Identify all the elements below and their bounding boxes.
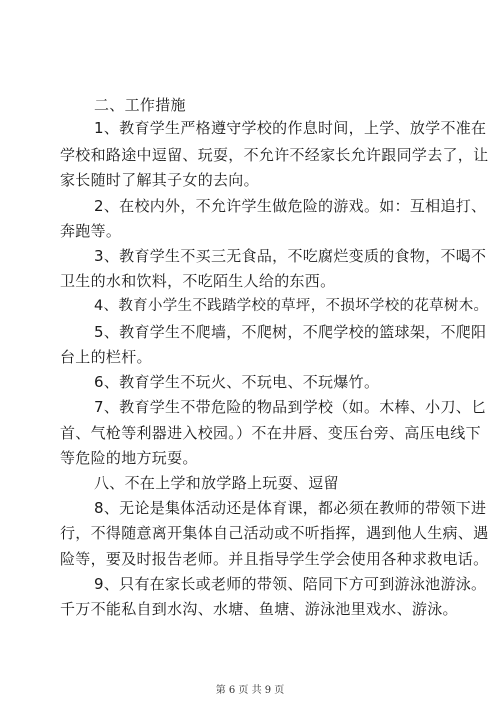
paragraph-line: 4、教育小学生不践踏学校的草坪，不损坏学校的花草树木。 — [94, 298, 489, 314]
paragraph-line: 学校和路途中逗留、玩耍，不允许不经家长允许跟同学去了，让 — [60, 146, 489, 164]
paragraph-line: 2、在校内外，不允许学生做危险的游戏。如：互相追打、 — [94, 197, 487, 215]
paragraph-line: 6、教育学生不玩火、不玩电、不玩爆竹。 — [94, 373, 380, 391]
paragraph-line: 千万不能私自到水沟、水塘、鱼塘、游泳池里戏水、游泳。 — [60, 600, 458, 618]
paragraph-line: 8、无论是集体活动还是体育课，都必须在教师的带领下进 — [94, 499, 487, 517]
section-heading: 二、工作措施 — [94, 96, 186, 114]
paragraph-line: 3、教育学生不买三无食品，不吃腐烂变质的食物，不喝不 — [94, 247, 487, 265]
section-heading: 八、不在上学和放学路上玩耍、逗留 — [94, 474, 339, 492]
paragraph-line: 卫生的水和饮料，不吃陌生人给的东西。 — [60, 272, 336, 290]
paragraph-line: 奔跑等。 — [60, 222, 122, 240]
paragraph-line: 5、教育学生不爬墙，不爬树，不爬学校的篮球架，不爬阳 — [94, 323, 487, 341]
paragraph-line: 险等，要及时报告老师。并且指导学生学会使用各种求救电话。 — [60, 550, 489, 568]
paragraph-line: 1、教育学生严格遵守学校的作息时间，上学、放学不准在 — [94, 119, 487, 137]
paragraph-line: 台上的栏杆。 — [60, 348, 152, 366]
paragraph-line: 行，不得随意离开集体自己活动或不听指挥，遇到他人生病、遇 — [60, 524, 489, 542]
paragraph-line: 等危险的地方玩耍。 — [60, 449, 198, 467]
paragraph-line: 家长随时了解其子女的去向。 — [60, 171, 259, 189]
paragraph-line: 7、教育学生不带危险的物品到学校（如。木棒、小刀、匕 — [94, 398, 487, 416]
paragraph-line: 首、气枪等利器进入校园。）不在井唇、变压台旁、高压电线下 — [60, 424, 481, 442]
page-number-footer: 第 6 页 共 9 页 — [215, 685, 285, 696]
paragraph-line: 9、只有在家长或老师的带领、陪同下方可到游泳池游泳。 — [94, 575, 487, 593]
